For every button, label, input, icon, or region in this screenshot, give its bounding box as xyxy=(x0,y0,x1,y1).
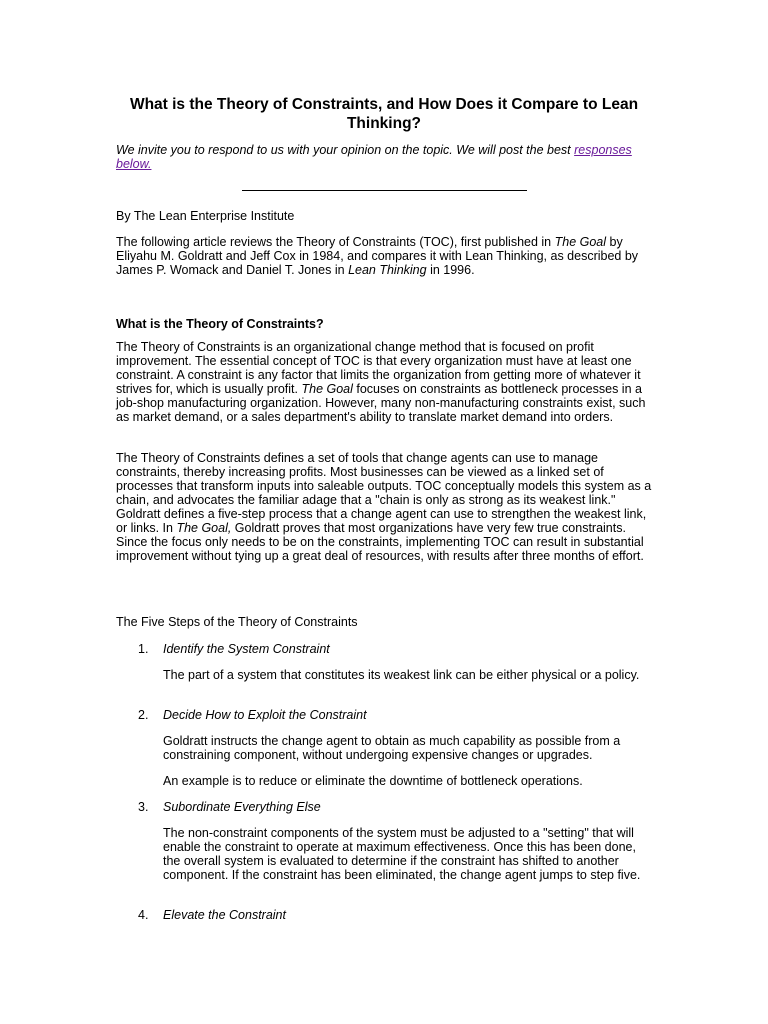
step-title: Subordinate Everything Else xyxy=(163,800,321,814)
step-text: Goldratt instructs the change agent to obtain as much capability as possible from a constraining component, without undergoing expensive changes or upgrades. xyxy=(163,734,621,762)
step-text: The non-constraint components of the system must be adjusted to a "setting" that will enable the constraint to operate at maximum effectiveness. Once this has been done, the overall system is evaluated to determine if the constraint has shifted to another component. If the constraint has been eliminated, the change agent jumps to step five. xyxy=(163,826,641,882)
step-title: Identify the System Constraint xyxy=(163,642,330,656)
para1-text-a: The Theory of Constraints is an organizational change method that is focused on profit improvement. The essential concept of TOC is that every organization must have at least one constraint. A constraint is any factor that limits the organization from getting more of whatever it strives for, which is usually profit. xyxy=(116,340,641,396)
divider xyxy=(242,190,527,191)
para1-text-b: focuses on constraints as bottleneck processes in a job-shop manufacturing organization. However, many non-manufacturing constraints exist, such as market demand, or a sales department's ability to translate market demand into orders. xyxy=(116,382,646,424)
intro-paragraph xyxy=(116,235,656,277)
para2-text-b: Goldratt proves that most organizations have very few true constraints. Since the focus only needs to be on the constraints, implementing TOC can result in substantial improvement without tying up a great deal of resources, with results after three months of effort. xyxy=(116,521,644,563)
intro-text-1: The following article reviews the Theory of Constraints (TOC), first published in xyxy=(116,235,555,249)
step-text: The part of a system that constitutes its weakest link can be either physical or a policy. xyxy=(163,668,640,682)
intro-text-3: in 1996. xyxy=(426,263,475,277)
five-steps-heading: The Five Steps of the Theory of Constraints xyxy=(116,615,358,629)
section-heading: What is the Theory of Constraints? xyxy=(116,317,324,331)
intro-book-lean: Lean Thinking xyxy=(348,263,427,277)
responses-link[interactable]: responses below. xyxy=(116,143,632,171)
paragraph-toc-definition xyxy=(116,340,656,424)
step-number: 3. xyxy=(138,800,149,814)
para2-book-goal: The Goal, xyxy=(176,521,232,535)
intro-text-2: by Eliyahu M. Goldratt and Jeff Cox in 1984, and compares it with Lean Thinking, as described by James P. Womack and Daniel T. Jones in xyxy=(116,235,639,277)
page-title: What is the Theory of Constraints, and How Does it Compare to Lean Thinking? xyxy=(129,96,639,132)
invite-text: We invite you to respond to us with your opinion on the topic. We will post the best xyxy=(116,143,575,157)
step-text: An example is to reduce or eliminate the downtime of bottleneck operations. xyxy=(163,774,583,788)
step-title: Decide How to Exploit the Constraint xyxy=(163,708,367,722)
intro-book-goal: The Goal xyxy=(554,235,607,249)
step-number: 1. xyxy=(138,642,149,656)
byline: By The Lean Enterprise Institute xyxy=(116,209,295,223)
step-title: Elevate the Constraint xyxy=(163,908,286,922)
invite-paragraph xyxy=(116,143,656,171)
step-number: 4. xyxy=(138,908,149,922)
para2-text-a: The Theory of Constraints defines a set of tools that change agents can use to manage constraints, thereby increasing profits. Most businesses can be viewed as a linked set of processes that transform inputs into saleable outputs. TOC conceptually models this system as a chain, and advocates the familiar adage that a "chain is only as strong as its weakest link." Goldratt defines a five-step process that a change agent can use to strengthen the weakest link, or links. In xyxy=(116,451,652,535)
step-number: 2. xyxy=(138,708,149,722)
para1-book-goal: The Goal xyxy=(301,382,353,396)
paragraph-toc-tools xyxy=(116,451,656,563)
